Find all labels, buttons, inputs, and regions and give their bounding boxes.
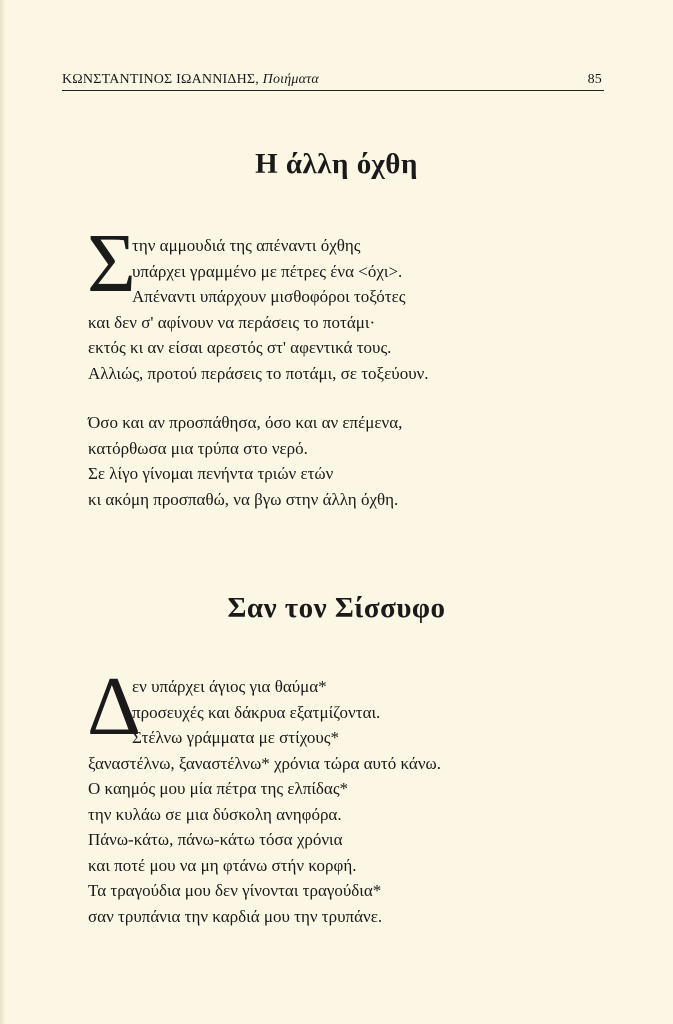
author-name: ΚΩΝΣΤΑΝΤΙΝΟΣ ΙΩΑΝΝΙΔΗΣ, [62,72,259,87]
poem-1-stanza-1 [88,233,558,386]
verse-line: ξαναστέλνω, ξαναστέλνω* χρόνια τώρα αυτό κάνω. [88,753,441,773]
verse-line: κι ακόμη προσπαθώ, να βγω στην άλλη όχθη. [88,489,399,509]
poem-title-1: Η άλλη όχθη [255,148,418,180]
verse-line: Σε λίγο γίνομαι πενήντα τριών ετών [88,464,334,483]
work-title: Ποιήματα [262,72,319,87]
verse-line: Ο καημός μου μία πέτρα της ελπίδας* [88,779,349,798]
poem-2-stanza-1 [88,674,558,929]
header-rule [62,90,604,91]
verse-line: και ποτέ μου να μη φτάνω στήν κορφή. [88,855,357,875]
verse-line: Αλλιώς, προτού περάσεις το ποτάμι, σε τοξεύουν. [88,363,429,383]
verse-line: την κυλάω σε μια δύσκολη ανηφόρα. [88,804,342,824]
verse-line: εν υπάρχει άγιος για θαύμα* [132,677,327,696]
verse-line: προσευχές και δάκρυα εξατμίζονται. [132,702,381,722]
drop-cap-2: Δ [87,660,142,753]
verse-line: την αμμουδιά της απέναντι όχθης [132,236,361,255]
verse-line: Όσο και αν προσπάθησα, όσο και αν επέμενα, [88,413,403,432]
verse-line: Στέλνω γράμματα με στίχους* [132,728,340,747]
verse-line: σαν τρυπάνια την καρδιά μου την τρυπάνε. [88,906,383,926]
verse-line: εκτός κι αν είσαι αρεστός στ' αφεντικά τους. [88,338,392,357]
running-head-author [62,72,319,88]
verse-line: κατόρθωσα μια τρύπα στο νερό. [88,438,308,458]
running-head [62,70,604,90]
verse-line: και δεν σ' αφίνουν να περάσεις το ποτάμι· [88,312,376,332]
verse-line: Τα τραγούδια μου δεν γίνονται τραγούδια* [88,881,382,900]
verse-line: υπάρχει γραμμένο με πέτρες ένα <όχι>. [132,261,403,281]
verse-line: Απέναντι υπάρχουν μισθοφόροι τοξότες [132,287,406,306]
poem-1-stanza-2 [88,410,558,512]
verse-line: Πάνω-κάτω, πάνω-κάτω τόσα χρόνια [88,830,343,849]
drop-cap-1: Σ [87,217,136,310]
page-number: 85 [587,72,602,87]
poem-title-2: Σαν τον Σίσσυφο [227,592,446,624]
